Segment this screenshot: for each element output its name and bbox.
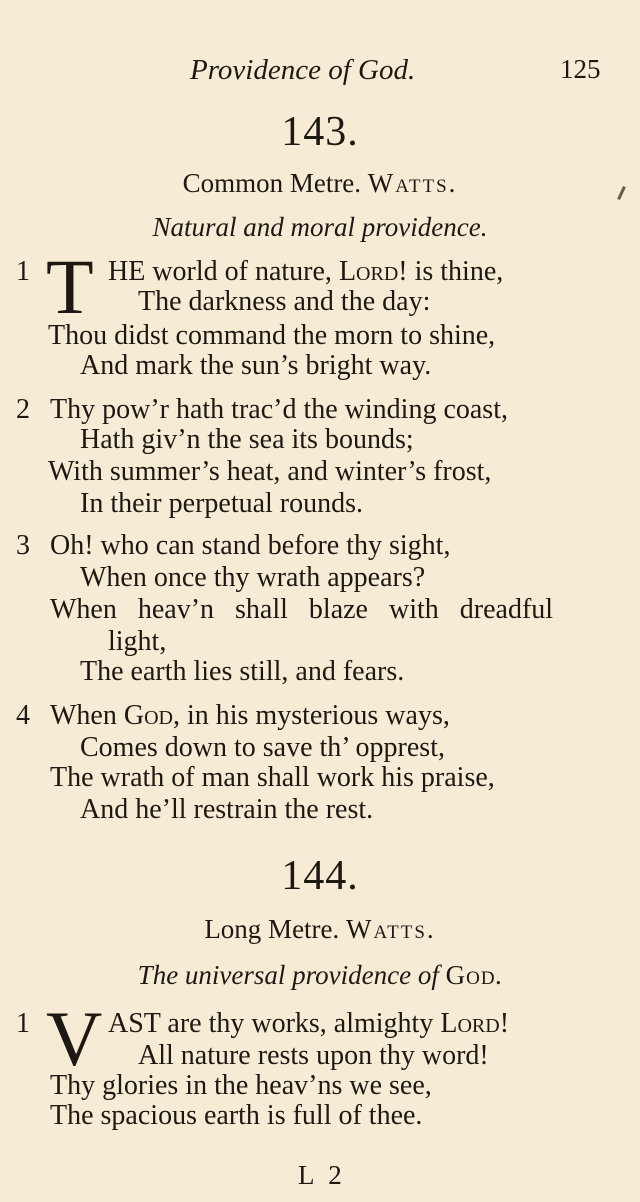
verse-line: With summer’s heat, and winter’s frost, — [48, 456, 492, 487]
small-caps-word: Lord — [338, 256, 399, 287]
verse-line: Thy pow’r hath trac’d the winding coast, — [50, 394, 508, 425]
hymn-subject: Natural and moral providence. — [152, 212, 488, 242]
verse-line: The darkness and the day: — [138, 286, 431, 317]
drop-cap: V — [46, 995, 103, 1082]
verse-line: Oh! who can stand before thy sight, — [50, 530, 451, 561]
verse-number: 2 — [16, 394, 30, 425]
drop-cap: T — [46, 243, 94, 330]
small-caps-word: God — [123, 700, 173, 731]
verse-line — [108, 1008, 509, 1040]
verse-number: 1 — [16, 1008, 30, 1039]
running-header — [0, 50, 640, 90]
hymn-metre — [0, 914, 640, 945]
signature-mark: L 2 — [298, 1160, 346, 1190]
verse-line: The earth lies still, and fears. — [80, 656, 405, 687]
verse-line: Hath giv’n the sea its bounds; — [80, 424, 414, 455]
line-text: , in his mysterious ways, — [172, 700, 450, 731]
verse-line: The spacious earth is full of thee. — [50, 1100, 423, 1131]
running-title: Providence of God. — [190, 54, 416, 86]
subject-text: The universal providence of — [137, 960, 446, 990]
verse-line: Thou didst command the morn to shine, — [48, 320, 496, 351]
hymn-author: Watts. — [367, 168, 458, 198]
line-text: ! — [499, 1008, 510, 1039]
verse-line: And he’ll restrain the rest. — [80, 794, 374, 825]
page-number: 125 — [560, 54, 601, 84]
verse-number: 4 — [16, 700, 30, 731]
verse-line: When once thy wrath appears? — [80, 562, 426, 593]
line-text: ! is thine, — [398, 256, 504, 287]
verse-line: The wrath of man shall work his praise, — [50, 762, 495, 793]
line-text: AST are thy works, almighty — [108, 1008, 441, 1039]
metre-label: Common Metre. — [182, 168, 362, 198]
hymn-subject — [0, 960, 640, 991]
verse-line: When heav’n shall blaze with dreadful — [50, 594, 554, 625]
hymn-number: 143. — [281, 109, 359, 155]
verse-line: Thy glories in the heav’ns we see, — [50, 1070, 432, 1101]
verse-line: In their perpetual rounds. — [80, 488, 364, 519]
verse-line — [108, 256, 503, 288]
line-text: When — [50, 700, 124, 731]
verse-line: All nature rests upon thy word! — [138, 1040, 489, 1071]
small-caps-word: God — [445, 960, 496, 990]
verse-line: And mark the sun’s bright way. — [80, 350, 432, 381]
hymn-metre — [0, 168, 640, 199]
verse-number: 1 — [16, 256, 30, 287]
hymn-number: 144. — [281, 853, 359, 899]
verse-number: 3 — [16, 530, 30, 561]
metre-label: Long Metre. — [204, 914, 340, 944]
hymn-author: Watts. — [346, 914, 436, 944]
subject-text: . — [495, 960, 503, 990]
verse-line — [50, 700, 450, 732]
line-text: HE world of nature, — [108, 256, 339, 287]
verse-line: light, — [108, 626, 167, 657]
small-caps-word: Lord — [440, 1008, 500, 1039]
verse-line: Comes down to save th’ opprest, — [80, 732, 445, 763]
